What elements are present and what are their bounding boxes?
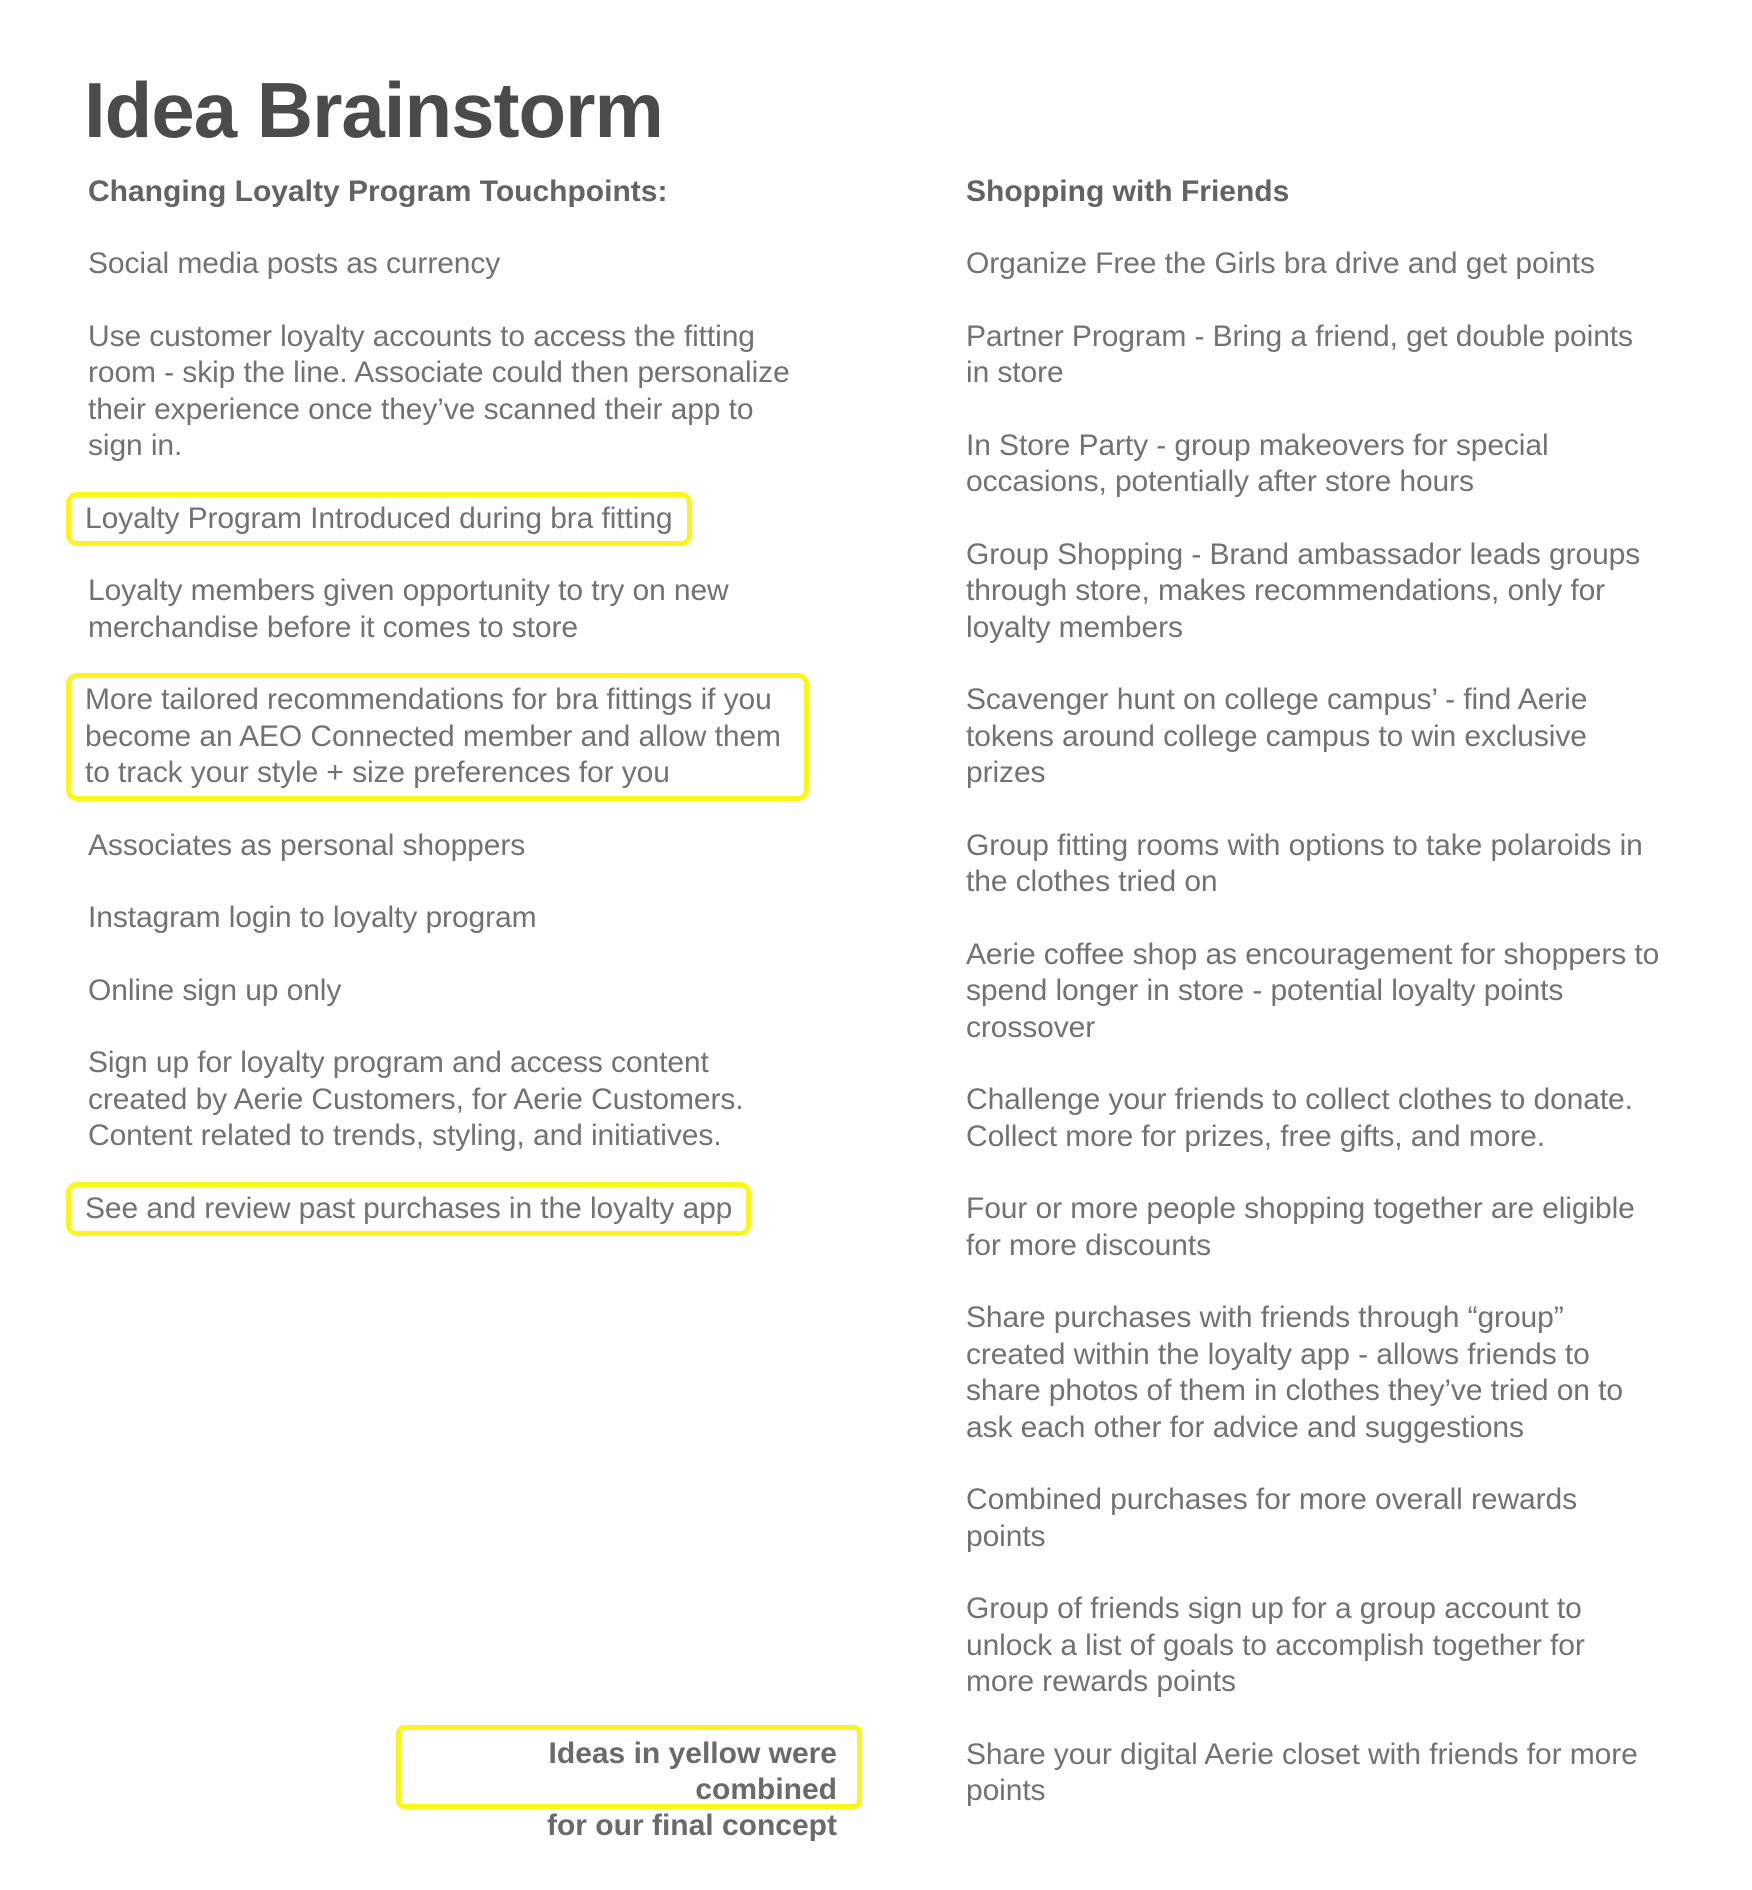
idea-item: Online sign up only [88,973,342,1007]
idea-item: Organize Free the Girls bra drive and get points [966,247,1595,280]
highlighted-idea-item: More tailored recommendations for bra fittings if you become an AEO Connected member and allow them to track your style + size preferences for you [71,678,804,796]
idea-item: Partner Program - Bring a friend, get double points in store [966,319,1633,389]
idea-item: Scavenger hunt on college campus’ - find Aerie tokens around college campus to win exclusive prizes [966,683,1588,789]
idea-item: Group Shopping - Brand ambassador leads groups through store, makes recommendations, only for loyalty members [966,537,1641,644]
page-title: Idea Brainstorm [84,66,663,154]
highlighted-idea-item: Loyalty Program Introduced during bra fitting [71,497,687,542]
idea-item: Sign up for loyalty program and access content created by Aerie Customers, for Aerie Customers. Content related to trends, styling, and initiatives. [88,1046,744,1152]
idea-item: Four or more people shopping together are eligible for more discounts [966,1192,1635,1262]
legend-line-2: for our final concept [546,1809,837,1842]
idea-item: Challenge your friends to collect clothes to donate. Collect more for prizes, free gifts, and more. [966,1083,1633,1153]
legend-line-1: Ideas in yellow were combined [548,1737,837,1806]
highlighted-idea-item: See and review past purchases in the loyalty app [71,1187,746,1232]
shopping-with-friends-heading: Shopping with Friends [966,175,1290,208]
idea-item: Instagram login to loyalty program [88,901,537,934]
idea-item: Use customer loyalty accounts to access the fitting room - skip the line. Associate could then personalize their experience once they’ve scanned their app to sign in. [88,319,790,462]
idea-item: Loyalty members given opportunity to try on new merchandise before it comes to store [88,574,729,644]
idea-item: In Store Party - group makeovers for special occasions, potentially after store hours [966,428,1549,498]
idea-item: Associates as personal shoppers [88,828,526,862]
loyalty-touchpoints-heading: Changing Loyalty Program Touchpoints: [88,175,668,208]
idea-item: Share purchases with friends through “group” created within the loyalty app - allows friends to share photos of them in clothes they’ve tried on to ask each other for advice and suggestions [966,1301,1623,1444]
idea-item: Group of friends sign up for a group account to unlock a list of goals to accomplish together for more rewards points [966,1592,1585,1698]
shopping-with-friends-column [966,173,1686,1846]
idea-item: Social media posts as currency [88,247,501,280]
idea-item: Share your digital Aerie closet with friends for more points [966,1737,1638,1807]
idea-item: Aerie coffee shop as encouragement for shoppers to spend longer in store - potential loyalty points crossover [966,937,1660,1044]
idea-item: Group fitting rooms with options to take polaroids in the clothes tried on [966,828,1643,898]
friends-ideas-list [966,246,1686,1810]
idea-item: Combined purchases for more overall rewards points [966,1483,1577,1553]
loyalty-ideas-list [85,246,828,1231]
loyalty-touchpoints-column [85,173,828,1263]
highlight-legend-note [396,1725,862,1842]
